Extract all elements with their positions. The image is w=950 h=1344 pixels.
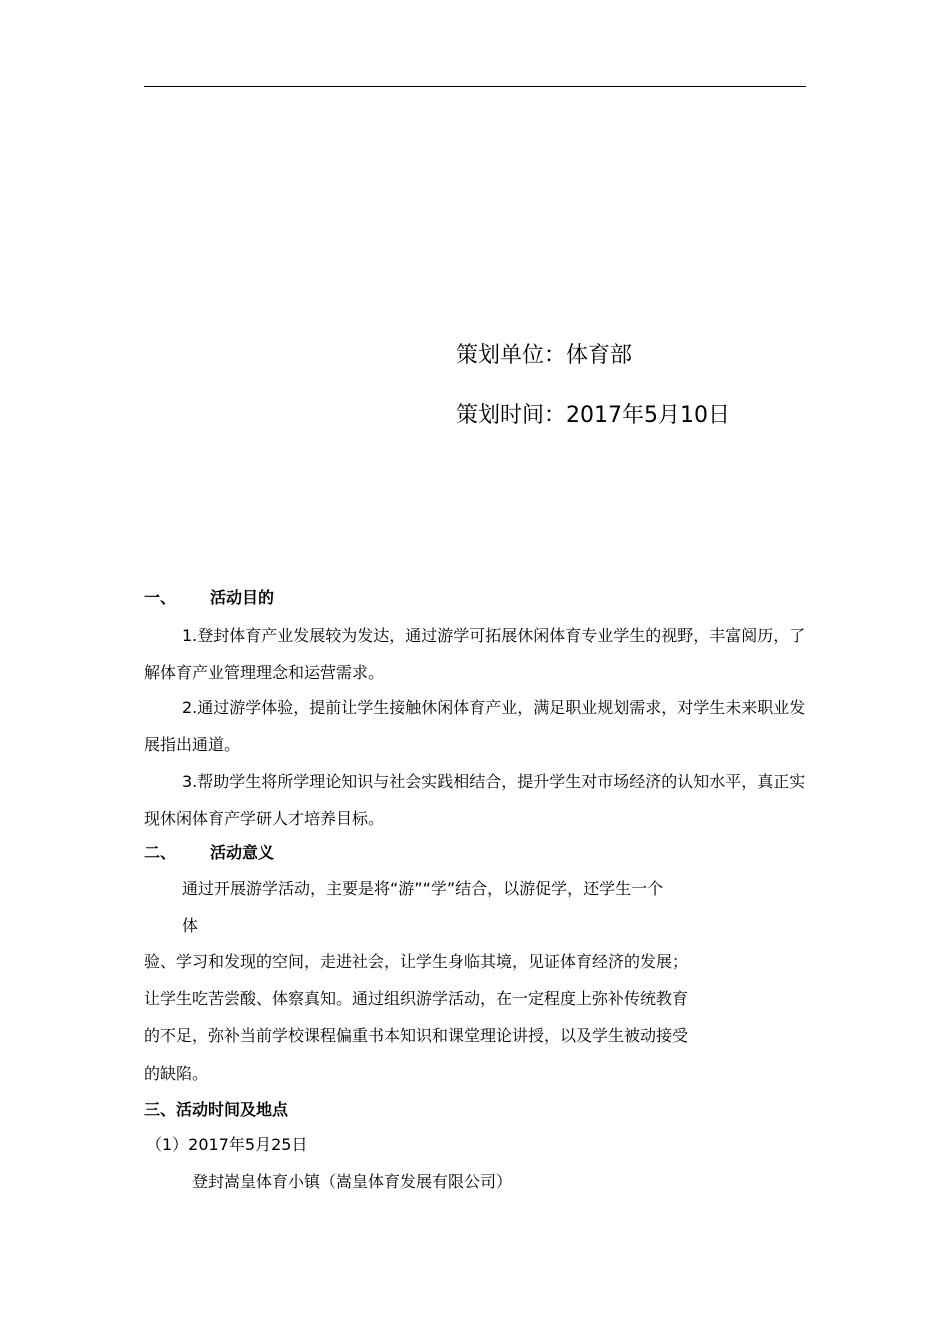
significance-line-5: 的缺陷。 bbox=[144, 1064, 209, 1083]
significance-line-4: 的不足，弥补当前学校课程偏重书本知识和课堂理论讲授，以及学生被动接受 bbox=[144, 1026, 689, 1045]
purpose-item-1: 1.登封体育产业发展较为发达，通过游学可拓展休闲体育专业学生的视野，丰富阅历，了解体育产业管理理念和运营需求。 bbox=[144, 626, 806, 682]
header-rule bbox=[144, 86, 806, 87]
section-time-place-heading: 三、活动时间及地点 bbox=[144, 1100, 289, 1119]
event-date: （1）2017年5月25日 bbox=[146, 1135, 308, 1154]
significance-line-1-wrap: 体 bbox=[182, 916, 199, 935]
section-significance-title: 活动意义 bbox=[210, 843, 275, 862]
planning-date: 策划时间：2017年5月10日 bbox=[456, 403, 730, 428]
section-purpose-heading bbox=[144, 587, 274, 609]
section-purpose-title: 活动目的 bbox=[210, 588, 275, 607]
significance-line-2: 验、学习和发现的空间，走进社会，让学生身临其境，见证体育经济的发展； bbox=[144, 952, 689, 971]
section-significance-number: 二、 bbox=[144, 843, 177, 862]
section-significance-heading bbox=[144, 842, 274, 864]
event-location: 登封嵩皇体育小镇（嵩皇体育发展有限公司） bbox=[192, 1172, 513, 1191]
significance-line-1: 通过开展游学活动，主要是将“游”“学”结合，以游促学，还学生一个 bbox=[182, 879, 664, 898]
section-purpose-number: 一、 bbox=[144, 588, 177, 607]
planning-unit: 策划单位：体育部 bbox=[456, 343, 633, 368]
purpose-item-2: 2.通过游学体验，提前让学生接触休闲体育产业，满足职业规划需求，对学生未来职业发展指出通道。 bbox=[144, 698, 806, 754]
significance-line-3: 让学生吃苦尝酸、体察真知。通过组织游学活动，在一定程度上弥补传统教育 bbox=[144, 989, 689, 1008]
purpose-item-3: 3.帮助学生将所学理论知识与社会实践相结合，提升学生对市场经济的认知水平，真正实现休闲体育产学研人才培养目标。 bbox=[144, 772, 806, 828]
